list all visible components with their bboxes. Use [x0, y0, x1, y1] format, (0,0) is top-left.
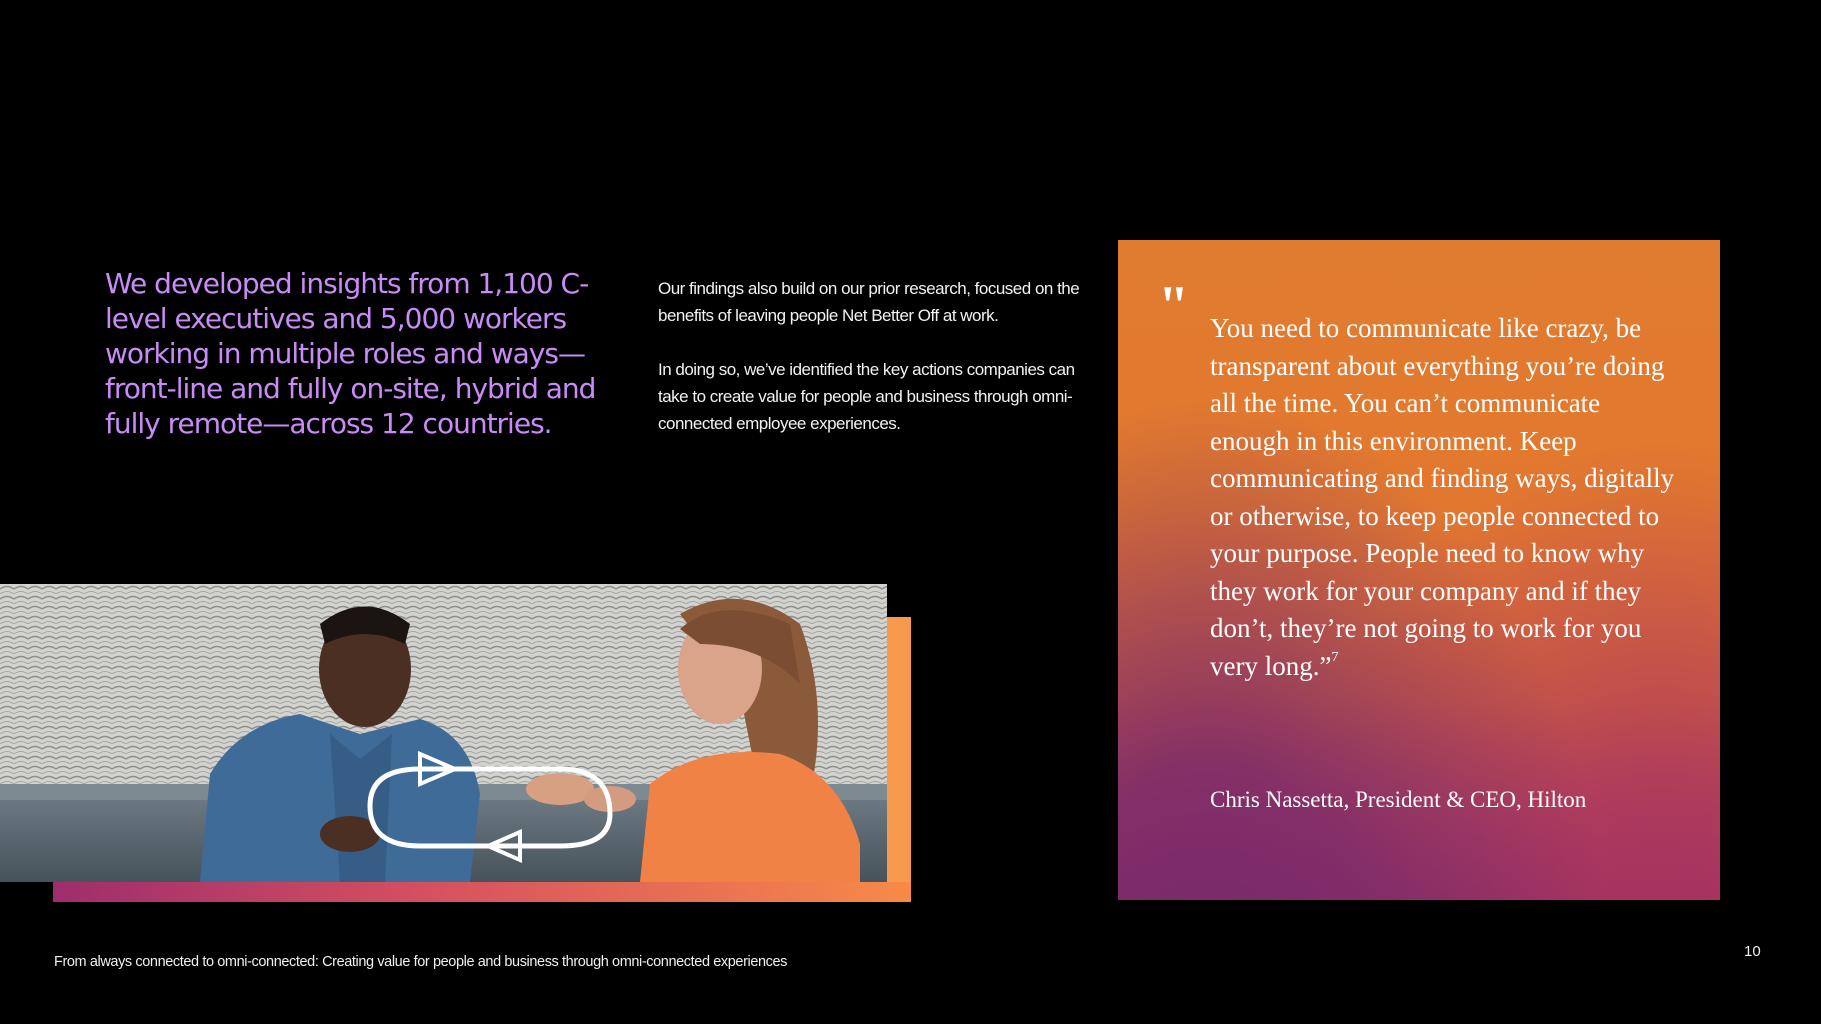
footer-title: From always connected to omni-connected: Creating value for people and business through omni-connected experiences [54, 954, 788, 970]
body-paragraph-2: In doing so, we’ve identified the key actions companies can take to create value for people and business through omni-connected employee experiences. [658, 360, 1075, 433]
headline: We developed insights from 1,100 C-level executives and 5,000 workers working in multiple roles and ways—front-line and fully on-site, hybrid and fully remote—across 12 countries. [105, 267, 596, 440]
quote-body: You need to communicate like crazy, be transparent about everything you’re doing all the time. You can’t communicate enough in this environment. Keep communicating and finding ways, digitally or otherwise, to keep people connected to your purpose. People need to know why they work for your company and if they don’t, they’re not going to work for you very long.” [1210, 313, 1675, 681]
body-text [658, 275, 1088, 464]
body-paragraph-1: Our findings also build on our prior research, focused on the benefits of leaving people Net Better Off at work. [658, 279, 1080, 325]
quote-text [1210, 310, 1680, 685]
photo-two-colleagues-talking [0, 584, 887, 882]
quote-card [1118, 240, 1720, 900]
photo-accent-bar-bottom [53, 882, 911, 902]
photo-accent-bar-right [887, 617, 911, 902]
quote-mark-icon: " [1158, 275, 1190, 337]
quote-footnote: 7 [1331, 649, 1339, 665]
quote-attribution: Chris Nassetta, President & CEO, Hilton [1210, 787, 1587, 812]
page-number: 10 [1744, 943, 1761, 960]
